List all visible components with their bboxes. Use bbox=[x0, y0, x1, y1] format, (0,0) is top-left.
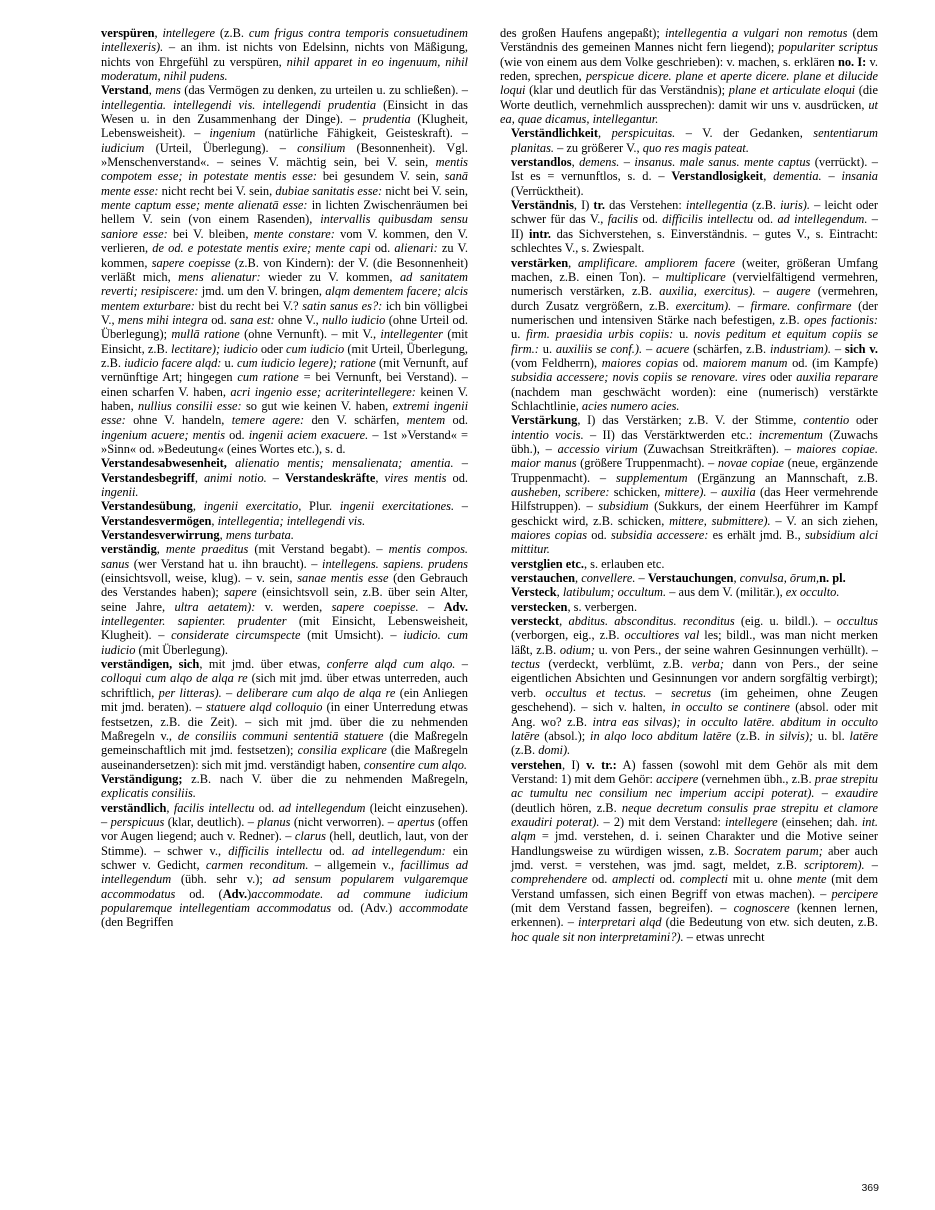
dictionary-entry: Verständlichkeit, perspicuitas. – V. der Gedanken, sententiarum planitas. – zu größerer V., quo res magis pateat. bbox=[511, 126, 878, 155]
dictionary-entry: verstglien etc., s. erlauben etc. bbox=[511, 556, 665, 571]
continued-entry: des großen Haufens angepaßt); intellegentia a vulgari non remotus (dem Verständnis des gemeinen Mannes nicht fern liegend); populariter scriptus (wie von einem aus dem Volke geschrieben): v. machen, s. erklären no. I: v. reden, sprechen, perspicue dicere. plane et aperte dicere. plane et dilucide loqui (klar und deutlich für das Verständnis); plane et articulate eloqui (die Worte deutlich, vernehmlich aussprechen): damit wir uns v. ausdrücken, ut ea, quae dicamus, intellegantur. bbox=[500, 26, 879, 127]
dictionary-entry: Verständnis, I) tr. das Verstehen: intellegentia (z.B. iuris). – leicht oder schwer für das V., facilis od. difficilis intellectu od. ad intellegendum. – II) intr. das Sichverstehen, s. Einverständnis. – gutes V., s. Eintracht: schlechtes V., s. Zwiespalt. bbox=[511, 198, 879, 256]
dictionary-entry: verstauchen, convellere. – Verstauchungen, convulsa, ōrum,n. pl. bbox=[511, 571, 846, 586]
dictionary-entry: Versteck, latibulum; occultum. – aus dem V. (militär.), ex occulto. bbox=[511, 585, 840, 600]
dictionary-entry: versteckt, abditus. absconditus. reconditus (eig. u. bildl.). – occultus (verborgen, eig., z.B. occultiores val les; bildl., was man nicht merken läßt, z.B. odium; u. von Pers., der seine wahren Gesinnungen verhüllt). – tectus (verdeckt, verblümt, z.B. verba; dann von Pers., der seine eigentlichen Absichten und Gesinnungen vor andern sorgfältig verbirgt); verb. occultus et tectus. – secretus (im geheimen, ohne Zeugen geschehend). – sich v. halten, in occulto se continere (absol. oder mit Ang. wo? z.B. intra eas silvas); in occulto latēre. abditum in occulto latēre (absol.); in alqo loco abditum latēre (z.B. in silvis); u. bl. latēre (z.B. domi). bbox=[511, 614, 879, 758]
dictionary-entry: verstecken, s. verbergen. bbox=[511, 599, 638, 614]
dictionary-entry: Verstandesabwesenheit, alienatio mentis; mensalienata; amentia. – Verstandesbegriff, animi notio. – Verstandeskräfte, vires mentis od. ingenii. bbox=[101, 456, 468, 499]
left-column bbox=[90, 26, 468, 1156]
page-number: 369 bbox=[861, 1182, 879, 1194]
dictionary-entry: verspüren, intellegere (z.B. cum frigus contra temporis consuetudinem intellexeris). – an ihm. ist nichts von Edelsinn, nichts von Mäßigung, nichts von Ehrgefühl zu verspüren, nihil apparet in eo ingenuum, nihil moderatum, nihil pudens. bbox=[101, 26, 469, 84]
dictionary-entry: Verstärkung, I) das Verstärken; z.B. V. der Stimme, contentio oder intentio vocis. – II) das Verstärktwerden etc.: incrementum (Zuwachs übh.), – accessio virium (Zuwachsan Streitkräften). – maiores copiae. maior manus (größere Truppenmacht). – novae copiae (neue, ergänzende Truppenmacht). – supplementum (Ergänzung an Mannschaft, z.B. ausheben, scribere: schicken, mittere). – auxilia (das Heer vermehrende Hilfstruppen). – subsidium (Sukkurs, der einem Heerführer im Kampf geschickt wird, z.B. schicken, mittere, submittere). – V. an sich ziehen, maiores copias od. subsidia accessere: es erhält jmd. B., subsidium alci mittitur. bbox=[511, 413, 879, 557]
dictionary-entry: verstärken, amplificare. ampliorem facere (weiter, größeran Umfang machen, z.B. einen Ton). – multiplicare (vervielfältigend vermehren, numerisch verstärken, z.B. auxilia, exercitus). – augere (vermehren, durch Zusatz vergrößern, z.B. exercitum). – firmare. confirmare (der numerischen und intensiven Stärke nach befestigen, z.B. opes factionis: u. firm. praesidia urbis copiis: u. novis peditum et equitum copiis se firm.: u. auxiliis se conf.). – acuere (schärfen, z.B. industriam). – sich v. (vom Feldherrn), maiores copias od. maiorem manum od. (im Kampfe) subsidia accessere; novis copiis se renovare. vires oder auxilia reparare (nachdem man geschwächt worden): eine (numerisch) verstärkte Schlachtlinie, acies numero acies. bbox=[511, 255, 879, 413]
dictionary-entry: Verständigung; z.B. nach V. über die zu nehmenden Maßregeln, explicatis consiliis. bbox=[101, 771, 468, 801]
dictionary-entry: Verstand, mens (das Vermögen zu denken, zu urteilen u. zu schließen). – intellegentia. intellegendi vis. intellegendi prudentia (Einsicht in das Wesen u. in den Zusammenhang der Dinge). – prudentia (Klugheit, Lebensweisheit). – ingenium (natürliche Fähigkeit, Geisteskraft). – iudicium (Urteil, Überlegung). – consilium (Besonnenheit). Vgl. »Menschenverstand«. – seines V. mächtig sein, bei V. sein, mentis compotem esse; in potestate mentis esse: bei gesundem V. sein, sanā mente esse: nicht recht bei V. sein, dubiae sanitatis esse: nicht bei V. sein, mente captum esse; mente alienatā esse: in lichten Zwischenräumen bei hellem V. sein (von einem Rasenden), intervallis quibusdam sensu saniore esse: bei V. bleiben, mente constare: vom V. kommen, den V. verlieren, de od. e potestate mentis exire; mente capi od. alienari: zu V. kommen, sapere coepisse (z.B. von Kindern): der V. (die Besonnenheit) verläßt mich, mens alienatur: wieder zu V. kommen, ad sanitatem reverti; resipiscere: jmd. um den V. bringen, alqm dementem facere; alcis mentem exturbare: bist du recht bei V.? satin sanus es?: ich bin völligbei V., mens mihi integra od. sana est: ohne V., nullo iudicio (ohne Urteil od. Überlegung); mullā ratione (ohne Vernunft). – mit V., intellegenter (mit Einsicht, z.B. lectitare); iudicio oder cum iudicio (mit Urteil, Überlegung, z.B. iudicio facere alqd: u. cum iudicio legere); ratione (mit Vernunft, auf vernünftige Art; hingegen cum ratione = bei Vernunft, bei Verstand). – einen scharfen V. haben, acri ingenio esse; acriterintellegere: keinen V. haben, nullius consilii esse: so gut wie keinen V. haben, extremi ingenii esse: ohne V. handeln, temere agere: den V. schärfen, mentem od. ingenium acuere; mentis od. ingenii aciem exacuere. – 1st »Verstand« = »Sinn« od. »Bedeutung« (eines Wortes etc.), s. d. bbox=[101, 83, 469, 456]
dictionary-entry: verständigen, sich, mit jmd. über etwas, conferre alqd cum alqo. – colloqui cum alqo de alqa re (sich mit jmd. über etwas unterreden, auch schriftlich, per litteras). – deliberare cum alqo de alqa re (ein Anliegen mit jmd. beraten). – statuere alqd colloquio (in einer Unterredung etwas festsetzen, z.B. die Zeit). – sich mit jmd. über die zu nehmenden Maßregeln v., de consiliis communi sententiā statuere (die Maßregeln gemeinschaftlich mit jmd. festsetzen); consilia explicare (die Maßregeln auseinandersetzen): sich mit jmd. verständigt haben, consentire cum alqo. bbox=[101, 657, 468, 772]
dictionary-entry: verstandlos, demens. – insanus. male sanus. mente captus (verrückt). – Ist es = vernunftlos, s. d. – Verstandlosigkeit, dementia. – insania (Verrücktheit). bbox=[511, 155, 878, 198]
dictionary-entry: verständlich, facilis intellectu od. ad intellegendum (leicht einzusehen). – perspicuus (klar, deutlich). – planus (nicht verworren). – apertus (offen vor Augen liegend; auch v. Redner). – clarus (hell, deutlich, laut, von der Stimme). – schwer v., difficilis intellectu od. ad intellegendum: ein schwer v. Gedicht, carmen reconditum. – allgemein v., facillimus ad intellegendum (übh. sehr v.); ad sensum popularem vulgaremque accommodatus od. (Adv.)accommodate. ad commune iudicium popularemque intellegentiam accommodatus od. (Adv.) accommodate (den Begriffen bbox=[101, 800, 469, 930]
dictionary-entry: Verstandesverwirrung, mens turbata. bbox=[101, 528, 294, 543]
dictionary-entry: verständig, mente praeditus (mit Verstand begabt). – mentis compos. sanus (wer Verstand hat u. ihn braucht). – intellegens. sapiens. prudens (einsichtsvoll, weise, klug). – v. sein, sanae mentis esse (den Gebrauch des Verstandes haben); sapere (einsichtsvoll sein, z.B. über sein Alter, seine Jahre, ultra aetatem): v. werden, sapere coepisse. – Adv. intellegenter. sapienter. prudenter (mit Einsicht, Lebensweisheit, Klugheit). – considerate circumspecte (mit Umsicht). – iudicio. cum iudicio (mit Überlegung). bbox=[101, 542, 469, 657]
two-column-layout bbox=[90, 26, 879, 1156]
right-column bbox=[500, 26, 878, 1156]
dictionary-entry: verstehen, I) v. tr.: A) fassen (sowohl mit dem Gehör als mit dem Verstand: 1) mit dem Gehör: accipere (vernehmen übh., z.B. prae strepitu ac tumultu nec consilium nec imperium accipi poterat). – exaudire (deutlich hören, z.B. neque decretum consulis prae strepitu et clamore exaudiri poterat). – 2) mit dem Verstand: intellegere (einsehen; dah. int. alqm = jmd. verstehen, d. i. seinen Charakter und die Motive seiner Handlungsweise zu würdigen wissen, z.B. Socratem parum; aber auch jmd. verst. = verstehen, was jmd. sagt, meldet, z.B. scriptorem). – comprehendere od. amplecti od. complecti mit u. ohne mente (mit dem Verstand umfassen, sich einen Begriff von etwas machen). – percipere (mit dem Verstand fassen, begreifen). – cognoscere (kennen lernen, erkennen). – interpretari alqd (die Bedeutung von etw. sich deuten, z.B. hoc quale sit non interpretamini?). – etwas unrecht bbox=[511, 757, 879, 944]
dictionary-entry: Verstandesübung, ingenii exercitatio, Plur. ingenii exercitationes. – Verstandesvermögen, intellegentia; intellegendi vis. bbox=[101, 499, 468, 528]
